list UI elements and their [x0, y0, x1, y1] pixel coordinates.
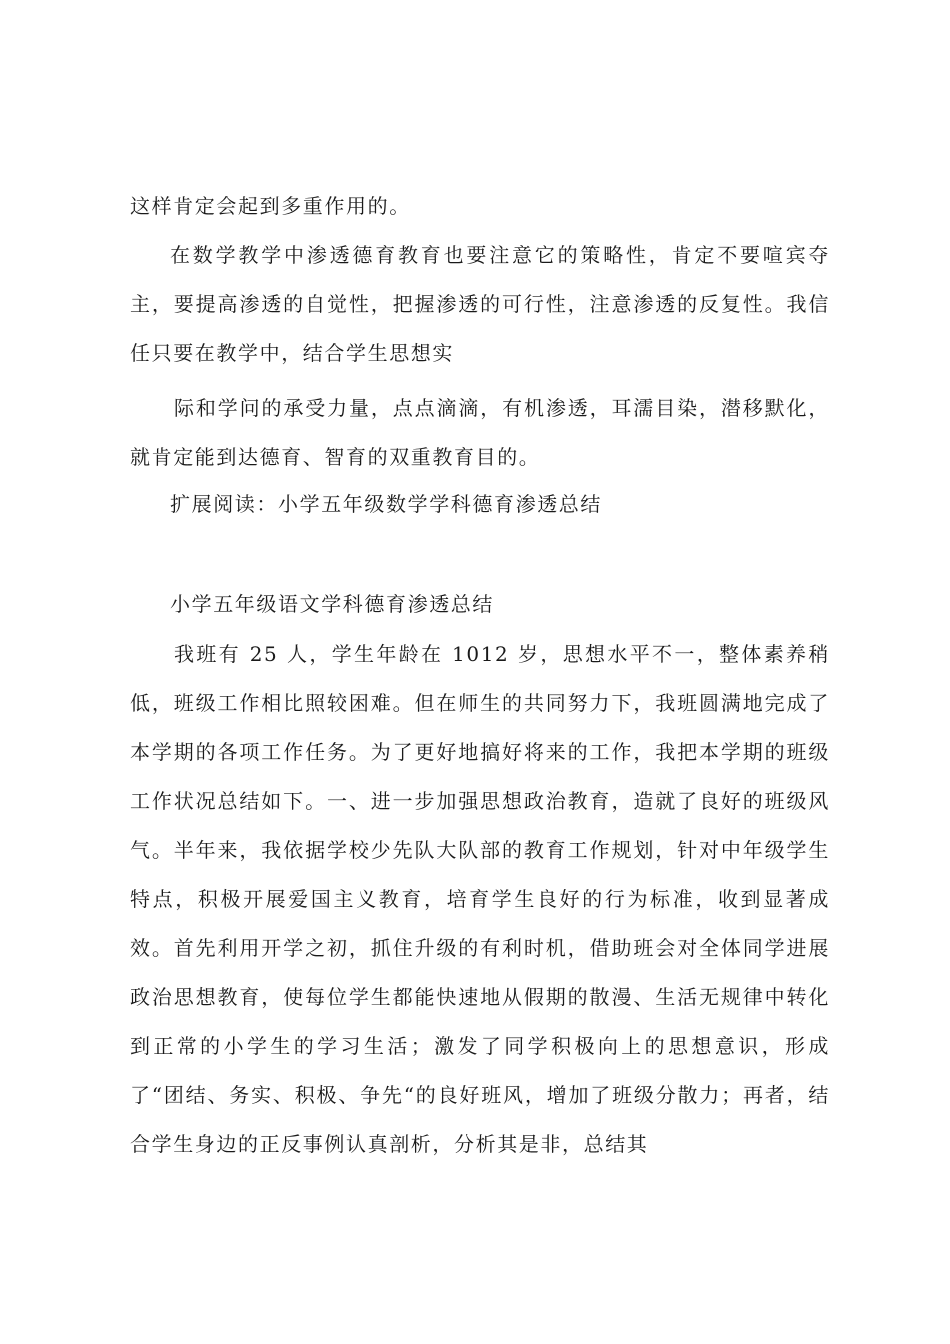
- paragraph-2: 在数学教学中渗透德育教育也要注意它的策略性，肯定不要喧宾夺主，要提高渗透的自觉性，把握渗透的可行性，注意渗透的反复性。我信任只要在教学中，结合学生思想实: [130, 243, 830, 365]
- paragraph-class-summary: [130, 630, 830, 1169]
- paragraph-3: 际和学问的承受力量，点点滴滴，有机渗透，耳濡目染，潜移默化，就肯定能到达德育、智育的双重教育目的。: [130, 396, 830, 469]
- paragraph-6: 我班有 25 人，学生年龄在 1012 岁，思想水平不一，整体素养稍低，班级工作相比照较困难。但在师生的共同努力下，我班圆满地完成了本学期的各项工作任务。为了更好地搞好将来的工作，我把本学期的班级工作状况总结如下。一、进一步加强思想政治教育，造就了良好的班级风气。半年来，我依据学校少先队大队部的教育工作规划，针对中年级学生特点，积极开展爱国主义教育，培育学生良好的行为标准，收到显著成效。首先利用开学之初，抓住升级的有利时机，借助班会对全体同学进展政治思想教育，使每位学生都能快速地从假期的散漫、生活无规律中转化到正常的小学生的学习生活；激发了同学积极向上的思想意识，形成了“团结、务实、积极、争先“的良好班风，增加了班级分散力；再者，结合学生身边的正反事例认真剖析，分析其是非，总结其: [130, 642, 830, 1156]
- paragraph-4: 扩展阅读：小学五年级数学学科德育渗透总结: [170, 492, 602, 516]
- extended-reading-line: [130, 480, 830, 529]
- paragraph-1: 这样肯定会起到多重作用的。: [130, 194, 411, 218]
- paragraph-strategy: [130, 231, 830, 378]
- section-title: [130, 580, 830, 629]
- paragraph-closing-line: [130, 182, 830, 231]
- paragraph-5: 小学五年级语文学科德育渗透总结: [170, 592, 494, 616]
- paragraph-conclusion: [130, 384, 830, 482]
